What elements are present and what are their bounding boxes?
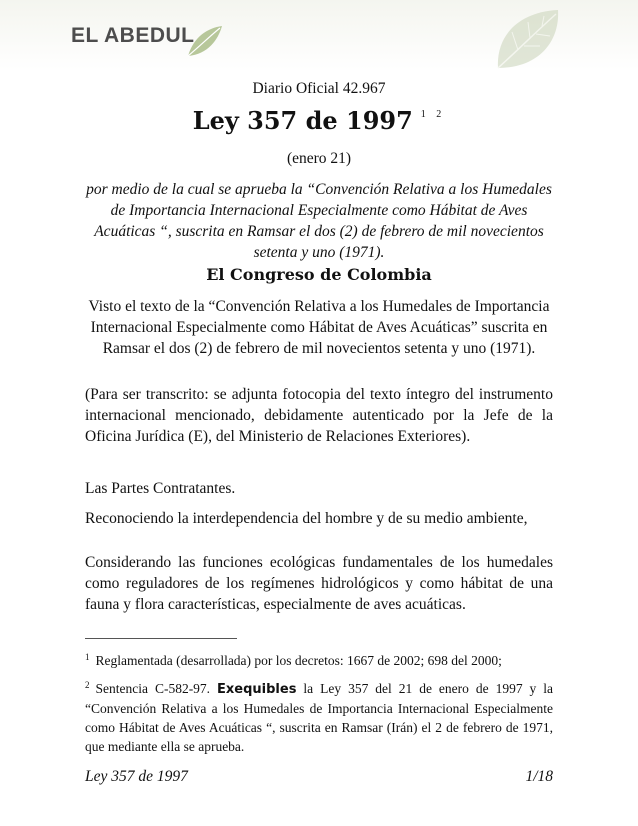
footnote-1 [85, 648, 553, 670]
title-text: Ley 357 de 1997 [192, 106, 413, 135]
date: (enero 21) [286, 150, 352, 167]
congreso-heading: El Congreso de Colombia [206, 265, 432, 284]
leaf-icon [184, 22, 224, 62]
paragraph-partes: Las Partes Contratantes. [85, 480, 236, 497]
page-header [0, 0, 638, 70]
decorative-leaf-icon [488, 6, 568, 76]
footnote-divider [85, 638, 237, 639]
footnote-refs: 1 2 [420, 109, 446, 120]
footnote-number: 2 [85, 680, 90, 690]
footnote-2 [85, 676, 553, 756]
footnote-bold-term: Exequibles [217, 682, 297, 697]
page-title [85, 106, 553, 135]
law-subtitle: por medio de la cual se aprueba la “Convención Relativa a los Humedales de Importancia Internacional Especialmente como Hábitat de Aves Acuáticas “, suscrita en Ramsar el dos (2) de febrero de mil novecientos setenta y uno (1971). [86, 181, 552, 261]
paragraph-reconociendo: Reconociendo la interdependencia del hombre y de su medio ambiente, [85, 510, 528, 527]
footnote-text: la Ley 357 del 21 de enero de 1997 y la “Convención Relativa a los Humedales de Importancia Internacional Especialmente como Hábitat de Aves Acuáticas “, suscrita en Ramsar (Irán) el 2 de febrero de 1971, que mediante ella se aprueba. [85, 681, 553, 754]
diario-oficial: Diario Oficial 42.967 [252, 80, 386, 97]
logo: EL ABEDUL [71, 24, 195, 47]
footnote-number: 1 [85, 652, 90, 662]
footnote-prefix: Sentencia C-582-97. [95, 681, 211, 696]
footer-title: Ley 357 de 1997 [85, 768, 188, 785]
paragraph-considerando: Considerando las funciones ecológicas fundamentales de los humedales como reguladores de los regímenes hidrológicos y como hábitat de una fauna y flora características, especialmente de aves acuáticas. [85, 554, 553, 613]
footnote-text: Reglamentada (desarrollada) por los decretos: 1667 de 2002; 698 del 2000; [95, 653, 502, 668]
paragraph-transcrito: (Para ser transcrito: se adjunta fotocopia del texto íntegro del instrumento internacional mencionado, debidamente autenticado por la Jefe de la Oficina Jurídica (E), del Ministerio de Relaciones Exteriores). [85, 386, 553, 445]
visto-paragraph: Visto el texto de la “Convención Relativa a los Humedales de Importancia Internacional Especialmente como Hábitat de Aves Acuáticas” suscrita en Ramsar el dos (2) de febrero de mil novecientos setenta y uno (1971). [88, 298, 550, 357]
page-number: 1/18 [525, 768, 553, 785]
